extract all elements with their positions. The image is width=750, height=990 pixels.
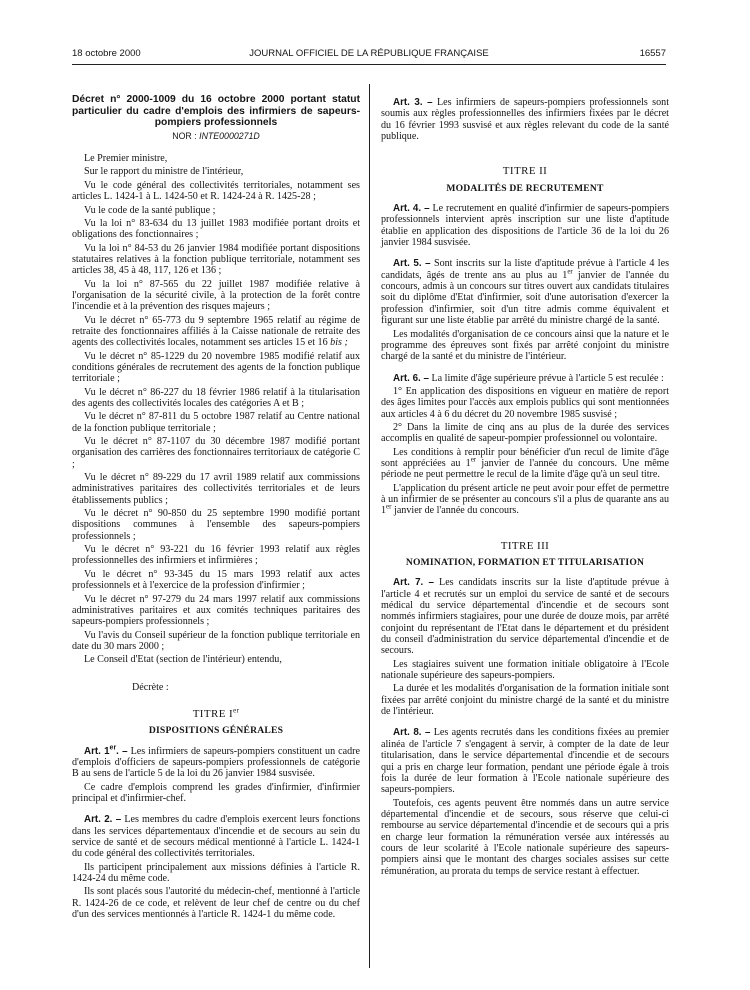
article-6-label: Art. 6. –	[393, 372, 429, 384]
article-8-p2: Toutefois, ces agents peuvent être nommés dans un autre service départemental d'incendie et de secours, sous réserve que celui-ci rembourse au service départemental d'incendie et de secours qui a pris en charge leur formation la rémunération versée aux intéressés au cours de leur scolarité à l'Ecole nationale supérieure des sapeurs-pompiers ainsi que le montant des charges sociales assises sur cette rémunération, au prorata du temps de service restant à effectuer.	[381, 797, 669, 877]
left-column	[72, 94, 360, 922]
article-6	[381, 373, 669, 384]
article-4	[381, 203, 669, 248]
preamble-line: Vu le décret n° 87-1107 du 30 décembre 1987 modifié portant organisation des carrières des fonctionnaires territoriaux de catégorie C ;	[72, 436, 360, 470]
preamble-line: Vu le décret n° 93-345 du 15 mars 1993 relatif aux actes professionnels et à l'exercice de la profession d'infirmier ;	[72, 568, 360, 592]
article-6-p4: L'application du présent article ne peut avoir pour effet de permettre à un infirmier de se présenter au concours s'il a plus de quarante ans au 1er janvier de l'année du concours.	[381, 482, 669, 517]
header-journal-title: JOURNAL OFFICIEL DE LA RÉPUBLIQUE FRANÇAISE	[249, 48, 489, 59]
titre-1-heading: TITRE Ier	[192, 706, 240, 720]
article-5-p2: Les modalités d'organisation de ce concours ainsi que la nature et le programme des épreuves sont fixés par arrêté conjoint du ministre chargé de la santé et du ministre de l'intérieur.	[381, 328, 669, 363]
article-6-p1: 1° En application des dispositions en vigueur en matière de report des âges limites pour l'accès aux emplois publics qui sont mentionnées aux articles 4 à 6 du décret du 20 novembre 1985 susvisé ;	[381, 385, 669, 420]
article-7-label: Art. 7. –	[393, 577, 434, 589]
preamble-line: Le Premier ministre,	[84, 153, 168, 165]
article-2	[72, 814, 360, 859]
page-header	[72, 48, 666, 62]
titre-3-heading: TITRE III	[500, 539, 550, 552]
preamble-line: Vu la loi n° 84-53 du 26 janvier 1984 modifiée portant dispositions statutaires relatives à la fonction publique territoriale, notamment ses articles 38, 45 à 48, 117, 126 et 136 ;	[72, 242, 360, 277]
preamble-line: Vu le code de la santé publique ;	[84, 204, 216, 216]
preamble-line: Vu l'avis du Conseil supérieur de la fonction publique territoriale en date du 30 mars 2000 ;	[72, 629, 360, 652]
titre-1-sup: er	[233, 706, 240, 715]
article-1	[72, 746, 360, 780]
article-7-text: Les candidats inscrits sur la liste d'aptitude prévue à l'article 4 et recrutés sur un emploi du service de santé et de secours médical du service départemental d'incendie et de secours sont nommés infirmiers stagiaires, pour une durée de douze mois, par arrêté conjoint du représentant de l'Etat dans le département et du président du conseil d'administration du service départemental d'incendie et de secours.	[381, 577, 669, 657]
article-2-p3: Ils sont placés sous l'autorité du médecin-chef, mentionné à l'article R. 1424-26 de ce code, et relèvent de leur chef de centre ou du chef d'un des services mentionnés à l'article R. 1424-1 du même code.	[72, 886, 360, 921]
preamble-text: Vu le décret n° 65-773 du 9 septembre 1965 relatif au régime de retraite des fonctionnaires affiliés à la Caisse nationale de retraite des agents des collectivités locales, notamment ses articles 15 et 16	[72, 314, 360, 349]
bis-italic: bis ;	[330, 337, 348, 349]
article-7-p2: Les stagiaires suivent une formation initiale obligatoire à l'Ecole nationale supérieure des sapeurs-pompiers.	[381, 658, 669, 682]
preamble-line: Vu la loi n° 83-634 du 13 juillet 1983 modifiée portant droits et obligations des fonctionnaires ;	[72, 217, 360, 241]
article-3-label: Art. 3. –	[393, 97, 433, 108]
article-3	[381, 97, 669, 142]
preamble-line: Vu le décret n° 86-227 du 18 février 1986 relatif à la titularisation des agents des collectivités locales des catégories A et B ;	[72, 386, 360, 409]
preamble-line: Le Conseil d'Etat (section de l'intérieur) entendu,	[84, 654, 282, 666]
article-1-text: Les infirmiers de sapeurs-pompiers constituent un cadre d'emplois d'officiers de sapeurs-pompiers professionnels de catégorie B au sens de l'article 5 de la loi du 26 janvier 1984 susvisée.	[72, 745, 360, 780]
nor-value: INTE0000271D	[199, 130, 260, 141]
preamble-line: Vu le décret n° 87-811 du 5 octobre 1987 relatif au Centre national de la fonction publique territoriale ;	[72, 411, 360, 434]
header-page-number: 16557	[639, 48, 666, 59]
article-6-p3: Les conditions à remplir pour bénéficier d'un recul de limite d'âge sont appréciées au 1er janvier de l'année du concours. Une même période ne peut permettre le recul de la limite d'âge qu'à un seul titre.	[381, 446, 670, 481]
article-7-p3: La durée et les modalités d'organisation de la formation initiale sont fixées par arrêté conjoint du ministre chargé de la santé et du ministre de l'intérieur.	[381, 683, 669, 718]
nor-reference	[72, 131, 360, 142]
article-8-text: Les agents recrutés dans les conditions fixées au premier alinéa de l'article 7 s'engagent à servir, à compter de la date de leur titularisation, dans le service départemental d'incendie et de secours qui a pris en charge leur formation, pendant une période égale à trois fois la durée de leur formation à l'Ecole nationale supérieure des sapeurs-pompiers.	[381, 727, 669, 796]
column-divider	[369, 84, 370, 968]
decree-title: Décret n° 2000-1009 du 16 octobre 2000 portant statut particulier du cadre d'emplois des infirmiers de sapeurs-pompiers professionnels	[72, 94, 360, 129]
article-8-label: Art. 8. –	[393, 727, 431, 739]
preamble-line: Vu le décret n° 93-221 du 16 février 1993 relatif aux règles professionnelles des infirmiers et infirmières ;	[72, 544, 360, 567]
article-2-label: Art. 2. –	[84, 814, 122, 826]
article-3-text: Les infirmiers de sapeurs-pompiers professionnels sont soumis aux règles professionnelles des infirmiers fixées par le décret du 16 février 1993 susvisé et aux règles relevant du code de la santé publique.	[381, 97, 669, 143]
right-column	[381, 97, 669, 879]
preamble-line: Sur le rapport du ministre de l'intérieur,	[84, 166, 244, 178]
preamble	[72, 153, 360, 665]
article-5-label: Art. 5. –	[393, 258, 431, 270]
titre-2-subtitle: MODALITÉS DE RECRUTEMENT	[446, 182, 604, 194]
preamble-line	[72, 315, 360, 349]
nor-label: NOR :	[172, 130, 197, 141]
article-5: Art. 5. – Sont inscrits sur la liste d'aptitude prévue à l'article 4 les candidats, âgés de trente ans au plus au 1er janvier de l'année du concours, admis à un concours sur titres ouvert aux candidats titulaires soit du diplôme d'Etat d'infirmier, soit d'une autorisation d'exercer la profession d'infirmier, soit d'un titre admis comme équivalent et figurant sur une liste établie par arrêté du ministre chargé de la santé.	[381, 258, 669, 327]
header-rule	[72, 64, 666, 65]
article-2-p2: Ils participent principalement aux missions définies à l'article R. 1424-24 du même code.	[72, 861, 360, 885]
article-4-label: Art. 4. –	[393, 203, 430, 215]
preamble-line: Vu le décret n° 89-229 du 17 avril 1989 relatif aux commissions administratives paritaires des collectivités territoriales et de leurs établissements publics ;	[72, 472, 360, 506]
preamble-line: Vu le décret n° 85-1229 du 20 novembre 1985 modifié relatif aux conditions générales de recrutement des agents de la fonction publique territoriale ;	[72, 350, 360, 385]
article-1-p2: Ce cadre d'emplois comprend les grades d'infirmier, d'infirmier principal et d'infirmier-chef.	[72, 781, 360, 804]
article-6-text: La limite d'âge supérieure prévue à l'article 5 est reculée :	[431, 372, 664, 384]
article-6-p2: 2° Dans la limite de cinq ans au plus de la durée des services accomplis en qualité de sapeur-pompier professionnel ou volontaire.	[381, 421, 669, 445]
article-8	[381, 727, 669, 795]
preamble-line: Vu la loi n° 87-565 du 22 juillet 1987 modifiée relative à l'organisation de la sécurité civile, à la protection de la forêt contre l'incendie et à la prévention des risques majeurs ;	[72, 278, 360, 313]
article-4-text: Le recrutement en qualité d'infirmier de sapeurs-pompiers professionnels intervient après inscription sur une liste d'aptitude établie en application des dispositions de l'article 36 de la loi du 26 janvier 1984 susvisée.	[381, 203, 669, 249]
titre-1-subtitle: DISPOSITIONS GÉNÉRALES	[148, 725, 284, 737]
preamble-line: Vu le code général des collectivités territoriales, notamment ses articles L. 1424-1 à L. 1424-50 et R. 1424-24 à R. 1425-28 ;	[72, 179, 360, 203]
decrete-line: Décrète :	[132, 681, 169, 693]
titre-3-subtitle: NOMINATION, FORMATION ET TITULARISATION	[405, 557, 645, 568]
article-1-label: Art. 1er. –	[84, 744, 128, 757]
preamble-line: Vu le décret n° 97-279 du 24 mars 1997 relatif aux commissions administratives paritaires et aux comités techniques paritaires des sapeurs-pompiers professionnels ;	[72, 593, 360, 628]
header-date: 18 octobre 2000	[72, 48, 141, 59]
preamble-line: Vu le décret n° 90-850 du 25 septembre 1990 modifié portant dispositions communes à l'ensemble des sapeurs-pompiers professionnels ;	[72, 508, 360, 542]
article-2-text: Les membres du cadre d'emplois exercent leurs fonctions dans les services départementaux d'incendie et de secours au sein du service de santé et de secours médical mentionné à l'article L. 1424-1 du code général des collectivités territoriales.	[72, 814, 360, 860]
article-7	[381, 577, 669, 656]
titre-2-heading: TITRE II	[502, 165, 548, 178]
